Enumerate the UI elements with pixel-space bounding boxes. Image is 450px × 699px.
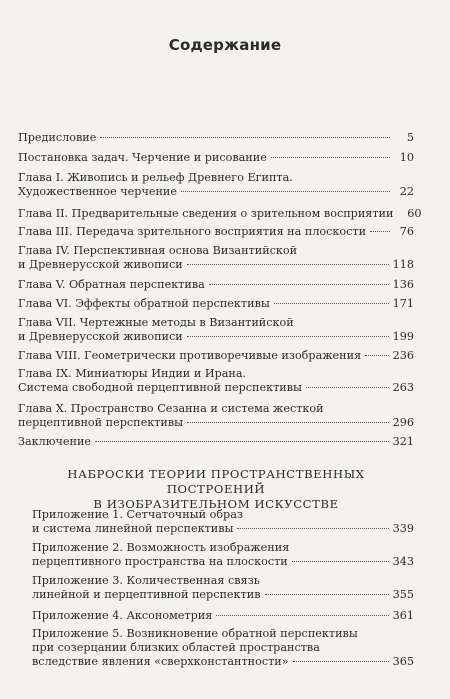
toc-entry-title: и Древнерусской живописи	[18, 258, 183, 271]
toc-page-number: 10	[399, 151, 414, 164]
table-of-contents	[18, 0, 422, 699]
dot-leader	[100, 137, 390, 138]
toc-entry-preface[interactable]	[18, 131, 414, 145]
toc-entry-appendix-2[interactable]	[32, 541, 414, 569]
dot-leader	[95, 441, 389, 442]
toc-entry-chapter-3[interactable]	[18, 225, 414, 239]
dot-leader	[265, 594, 389, 595]
toc-entry-title: Система свободной перцептивной перспективы	[18, 381, 302, 394]
toc-entry-title: Заключение	[18, 435, 92, 448]
toc-page-number: 296	[392, 416, 414, 429]
toc-entry-title: перцептивного пространства на плоскости	[32, 555, 288, 568]
toc-entry-title: Художественное черчение	[18, 185, 178, 198]
toc-entry-title: Глава VI. Эффекты обратной перспективы	[18, 297, 270, 310]
toc-page-number: 22	[399, 185, 414, 198]
dot-leader	[274, 303, 389, 304]
section-heading-line: В ИЗОБРАЗИТЕЛЬНОМ ИСКУССТВЕ	[93, 497, 339, 511]
dot-leader	[209, 284, 389, 285]
toc-entry-title: Глава IX. Миниатюры Индии и Ирана.	[18, 367, 247, 380]
toc-entry-title: Приложение 5. Возникновение обратной перспективы	[32, 627, 358, 640]
toc-page-number: 365	[392, 655, 414, 668]
toc-page-number: 263	[392, 381, 414, 394]
dot-leader	[292, 561, 389, 562]
toc-entry-conclusion[interactable]	[18, 435, 414, 449]
dot-leader	[306, 387, 389, 388]
toc-entry-title: Приложение 3. Количественная связь	[32, 574, 260, 587]
toc-entry-title: Приложение 2. Возможность изображения	[32, 541, 290, 554]
dot-leader	[187, 264, 389, 265]
toc-entry-chapter-1[interactable]	[18, 171, 414, 199]
toc-entry-title: Глава VIII. Геометрически противоречивые изображения	[18, 349, 362, 362]
toc-page-number: 236	[392, 349, 414, 362]
toc-page-number: 343	[392, 555, 414, 568]
toc-entry-title: Предисловие	[18, 131, 97, 144]
toc-entry-title: Глава II. Предварительные сведения о зрительном восприятии	[18, 207, 394, 220]
toc-entry-title: при созерцании близких областей пространства	[32, 641, 320, 654]
toc-page-number: 171	[392, 297, 414, 310]
toc-entry-chapter-6[interactable]	[18, 297, 414, 311]
toc-page-number: 355	[392, 588, 414, 601]
toc-page-number: 136	[392, 278, 414, 291]
toc-entry-title: перцептивной перспективы	[18, 416, 184, 429]
toc-page-number: 118	[392, 258, 414, 271]
toc-entry-chapter-4[interactable]	[18, 244, 414, 272]
toc-entry-appendix-5[interactable]	[32, 627, 414, 669]
toc-entry-appendix-1[interactable]	[32, 508, 414, 536]
toc-page-number: 60	[407, 207, 422, 220]
dot-leader	[293, 661, 389, 662]
toc-entry-title: Постановка задач. Черчение и рисование	[18, 151, 267, 164]
dot-leader	[216, 615, 388, 616]
toc-entry-title: и Древнерусской живописи	[18, 330, 183, 343]
section-heading	[18, 467, 414, 512]
toc-entry-title: Приложение 4. Аксонометрия	[32, 609, 213, 622]
toc-entry-title: вследствие явления «сверхконстантности»	[32, 655, 289, 668]
toc-entry-chapter-9[interactable]	[18, 367, 414, 395]
toc-page-number: 361	[392, 609, 414, 622]
toc-entry-title: Приложение 1. Сетчаточный образ	[32, 508, 243, 521]
toc-entry-title: Глава III. Передача зрительного восприятия на плоскости	[18, 225, 367, 238]
toc-entry-chapter-10[interactable]	[18, 402, 414, 430]
toc-page-number: 76	[399, 225, 414, 238]
dot-leader	[237, 528, 388, 529]
toc-entry-chapter-2[interactable]	[18, 207, 422, 221]
toc-entry-chapter-8[interactable]	[18, 349, 414, 363]
toc-entry-title: Глава V. Обратная перспектива	[18, 278, 205, 291]
dot-leader	[365, 355, 389, 356]
toc-entry-title: линейной и перцептивной перспектив	[32, 588, 261, 601]
toc-entry-appendix-4[interactable]	[32, 609, 414, 623]
dot-leader	[271, 157, 390, 158]
dot-leader	[181, 191, 390, 192]
toc-entry-title: Глава VII. Чертежные методы в Византийской	[18, 316, 294, 329]
dot-leader	[187, 422, 389, 423]
page-title: Содержание	[168, 36, 282, 54]
toc-entry-chapter-7[interactable]	[18, 316, 414, 344]
toc-entry-tasks[interactable]	[18, 151, 414, 165]
toc-page-number: 5	[406, 131, 414, 144]
toc-page-number: 199	[392, 330, 414, 343]
toc-entry-title: Глава IV. Перспективная основа Византийской	[18, 244, 298, 257]
toc-entry-appendix-3[interactable]	[32, 574, 414, 602]
toc-page-number: 321	[392, 435, 414, 448]
toc-entry-title: Глава X. Пространство Сезанна и система жесткой	[18, 402, 324, 415]
dot-leader	[187, 336, 389, 337]
toc-entry-title: Глава I. Живопись и рельеф Древнего Египта.	[18, 171, 293, 184]
toc-page-number: 339	[392, 522, 414, 535]
toc-entry-chapter-5[interactable]	[18, 278, 414, 292]
toc-entry-title: и система линейной перспективы	[32, 522, 234, 535]
section-heading-line: НАБРОСКИ ТЕОРИИ ПРОСТРАНСТВЕННЫХ ПОСТРОЕНИЙ	[67, 467, 365, 496]
dot-leader	[370, 231, 390, 232]
